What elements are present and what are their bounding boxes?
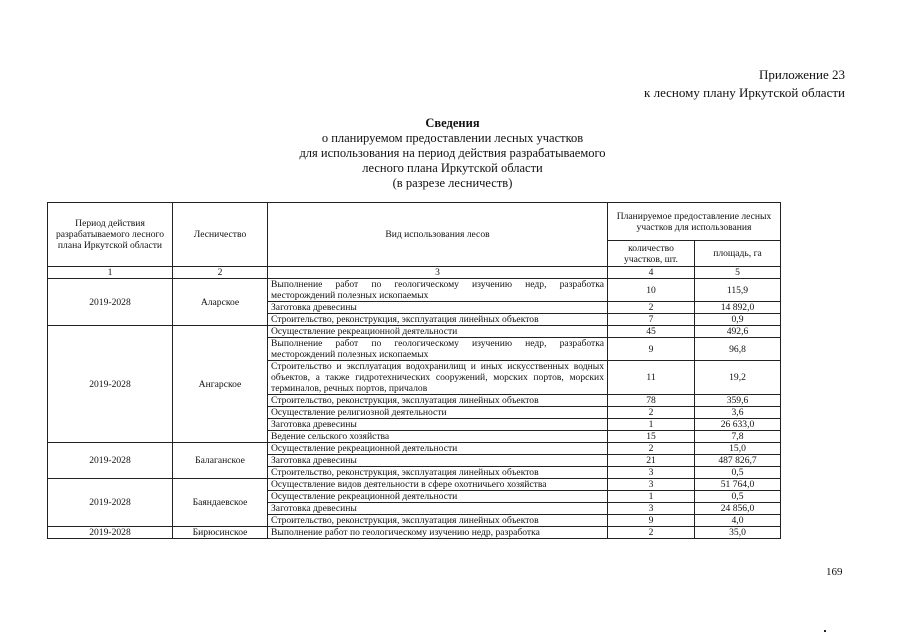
cell-kind: Осуществление рекреационной деятельности [268, 491, 608, 503]
cell-area: 15,0 [695, 443, 781, 455]
table-row [48, 479, 781, 491]
table-row [48, 443, 781, 455]
header-kind: Вид использования лесов [268, 203, 608, 267]
cell-period: 2019-2028 [48, 527, 173, 539]
cell-kind: Строительство, реконструкция, эксплуатация линейных объектов [268, 395, 608, 407]
scan-mark [824, 630, 826, 632]
header-area: площадь, га [695, 241, 781, 267]
cell-forestry: Аларское [173, 279, 268, 326]
table-row [48, 326, 781, 338]
header-forestry: Лесничество [173, 203, 268, 267]
column-number: 3 [268, 267, 608, 279]
cell-count: 78 [608, 395, 695, 407]
heading-line: лесного плана Иркутской области [362, 161, 543, 175]
cell-area: 4,0 [695, 515, 781, 527]
cell-kind: Заготовка древесины [268, 419, 608, 431]
cell-kind: Строительство, реконструкция, эксплуатация линейных объектов [268, 515, 608, 527]
cell-area: 0,9 [695, 314, 781, 326]
cell-count: 2 [608, 302, 695, 314]
cell-kind: Выполнение работ по геологическому изучению недр, разработка месторождений полезных ископаемых [268, 279, 608, 302]
cell-count: 2 [608, 527, 695, 539]
cell-kind: Заготовка древесины [268, 302, 608, 314]
cell-count: 1 [608, 491, 695, 503]
table-row [48, 279, 781, 302]
cell-count: 3 [608, 503, 695, 515]
cell-area: 0,5 [695, 467, 781, 479]
cell-area: 359,6 [695, 395, 781, 407]
cell-kind: Осуществление рекреационной деятельности [268, 443, 608, 455]
cell-count: 2 [608, 443, 695, 455]
header-period: Период действия разрабатываемого лесного плана Иркутской области [48, 203, 173, 267]
cell-kind: Выполнение работ по геологическому изучению недр, разработка [268, 527, 608, 539]
column-number: 4 [608, 267, 695, 279]
cell-area: 14 892,0 [695, 302, 781, 314]
cell-count: 11 [608, 361, 695, 395]
cell-period: 2019-2028 [48, 479, 173, 527]
cell-area: 51 764,0 [695, 479, 781, 491]
column-number: 1 [48, 267, 173, 279]
heading-line: (в разрезе лесничеств) [392, 176, 513, 190]
cell-period: 2019-2028 [48, 443, 173, 479]
header-count: количество участков, шт. [608, 241, 695, 267]
column-number-row [48, 267, 781, 279]
cell-forestry: Бирюсинское [173, 527, 268, 539]
appendix-note [644, 66, 845, 102]
appendix-line-1: Приложение 23 [758, 67, 845, 82]
cell-area: 3,6 [695, 407, 781, 419]
cell-area: 487 826,7 [695, 455, 781, 467]
cell-count: 21 [608, 455, 695, 467]
cell-count: 1 [608, 419, 695, 431]
heading-line: о планируемом предоставлении лесных участков [321, 131, 584, 145]
column-number: 5 [695, 267, 781, 279]
page-number: 169 [826, 566, 843, 578]
cell-area: 24 856,0 [695, 503, 781, 515]
cell-area: 0,5 [695, 491, 781, 503]
cell-kind: Заготовка древесины [268, 503, 608, 515]
cell-count: 9 [608, 338, 695, 361]
cell-kind: Осуществление религиозной деятельности [268, 407, 608, 419]
cell-count: 7 [608, 314, 695, 326]
cell-period: 2019-2028 [48, 279, 173, 326]
cell-area: 35,0 [695, 527, 781, 539]
allocation-table [47, 202, 781, 539]
cell-count: 2 [608, 407, 695, 419]
cell-area: 7,8 [695, 431, 781, 443]
appendix-line-2: к лесному плану Иркутской области [644, 85, 845, 100]
cell-count: 9 [608, 515, 695, 527]
cell-area: 26 633,0 [695, 419, 781, 431]
cell-kind: Строительство, реконструкция, эксплуатация линейных объектов [268, 314, 608, 326]
cell-forestry: Балаганское [173, 443, 268, 479]
heading-line: для использования на период действия разрабатываемого [299, 146, 606, 160]
cell-count: 3 [608, 479, 695, 491]
cell-kind: Осуществление рекреационной деятельности [268, 326, 608, 338]
header-planned: Планируемое предоставление лесных участков для использования [608, 203, 781, 241]
cell-kind: Осуществление видов деятельности в сфере охотничьего хозяйства [268, 479, 608, 491]
cell-area: 96,8 [695, 338, 781, 361]
cell-kind: Выполнение работ по геологическому изучению недр, разработка месторождений полезных ископаемых [268, 338, 608, 361]
cell-count: 3 [608, 467, 695, 479]
cell-kind: Заготовка древесины [268, 455, 608, 467]
heading-title: Сведения [425, 116, 480, 130]
cell-forestry: Ангарское [173, 326, 268, 443]
cell-count: 45 [608, 326, 695, 338]
table-body [48, 279, 781, 539]
column-number: 2 [173, 267, 268, 279]
cell-period: 2019-2028 [48, 326, 173, 443]
cell-area: 492,6 [695, 326, 781, 338]
cell-count: 15 [608, 431, 695, 443]
document-heading [0, 116, 905, 191]
cell-kind: Строительство и эксплуатация водохранилищ и иных искусственных водных объектов, а также гидротехнических сооружений, морских портов, морских терминалов, речных портов, причалов [268, 361, 608, 395]
cell-forestry: Баяндаевское [173, 479, 268, 527]
cell-area: 19,2 [695, 361, 781, 395]
cell-area: 115,9 [695, 279, 781, 302]
table-row [48, 527, 781, 539]
cell-kind: Строительство, реконструкция, эксплуатация линейных объектов [268, 467, 608, 479]
cell-kind: Ведение сельского хозяйства [268, 431, 608, 443]
cell-count: 10 [608, 279, 695, 302]
